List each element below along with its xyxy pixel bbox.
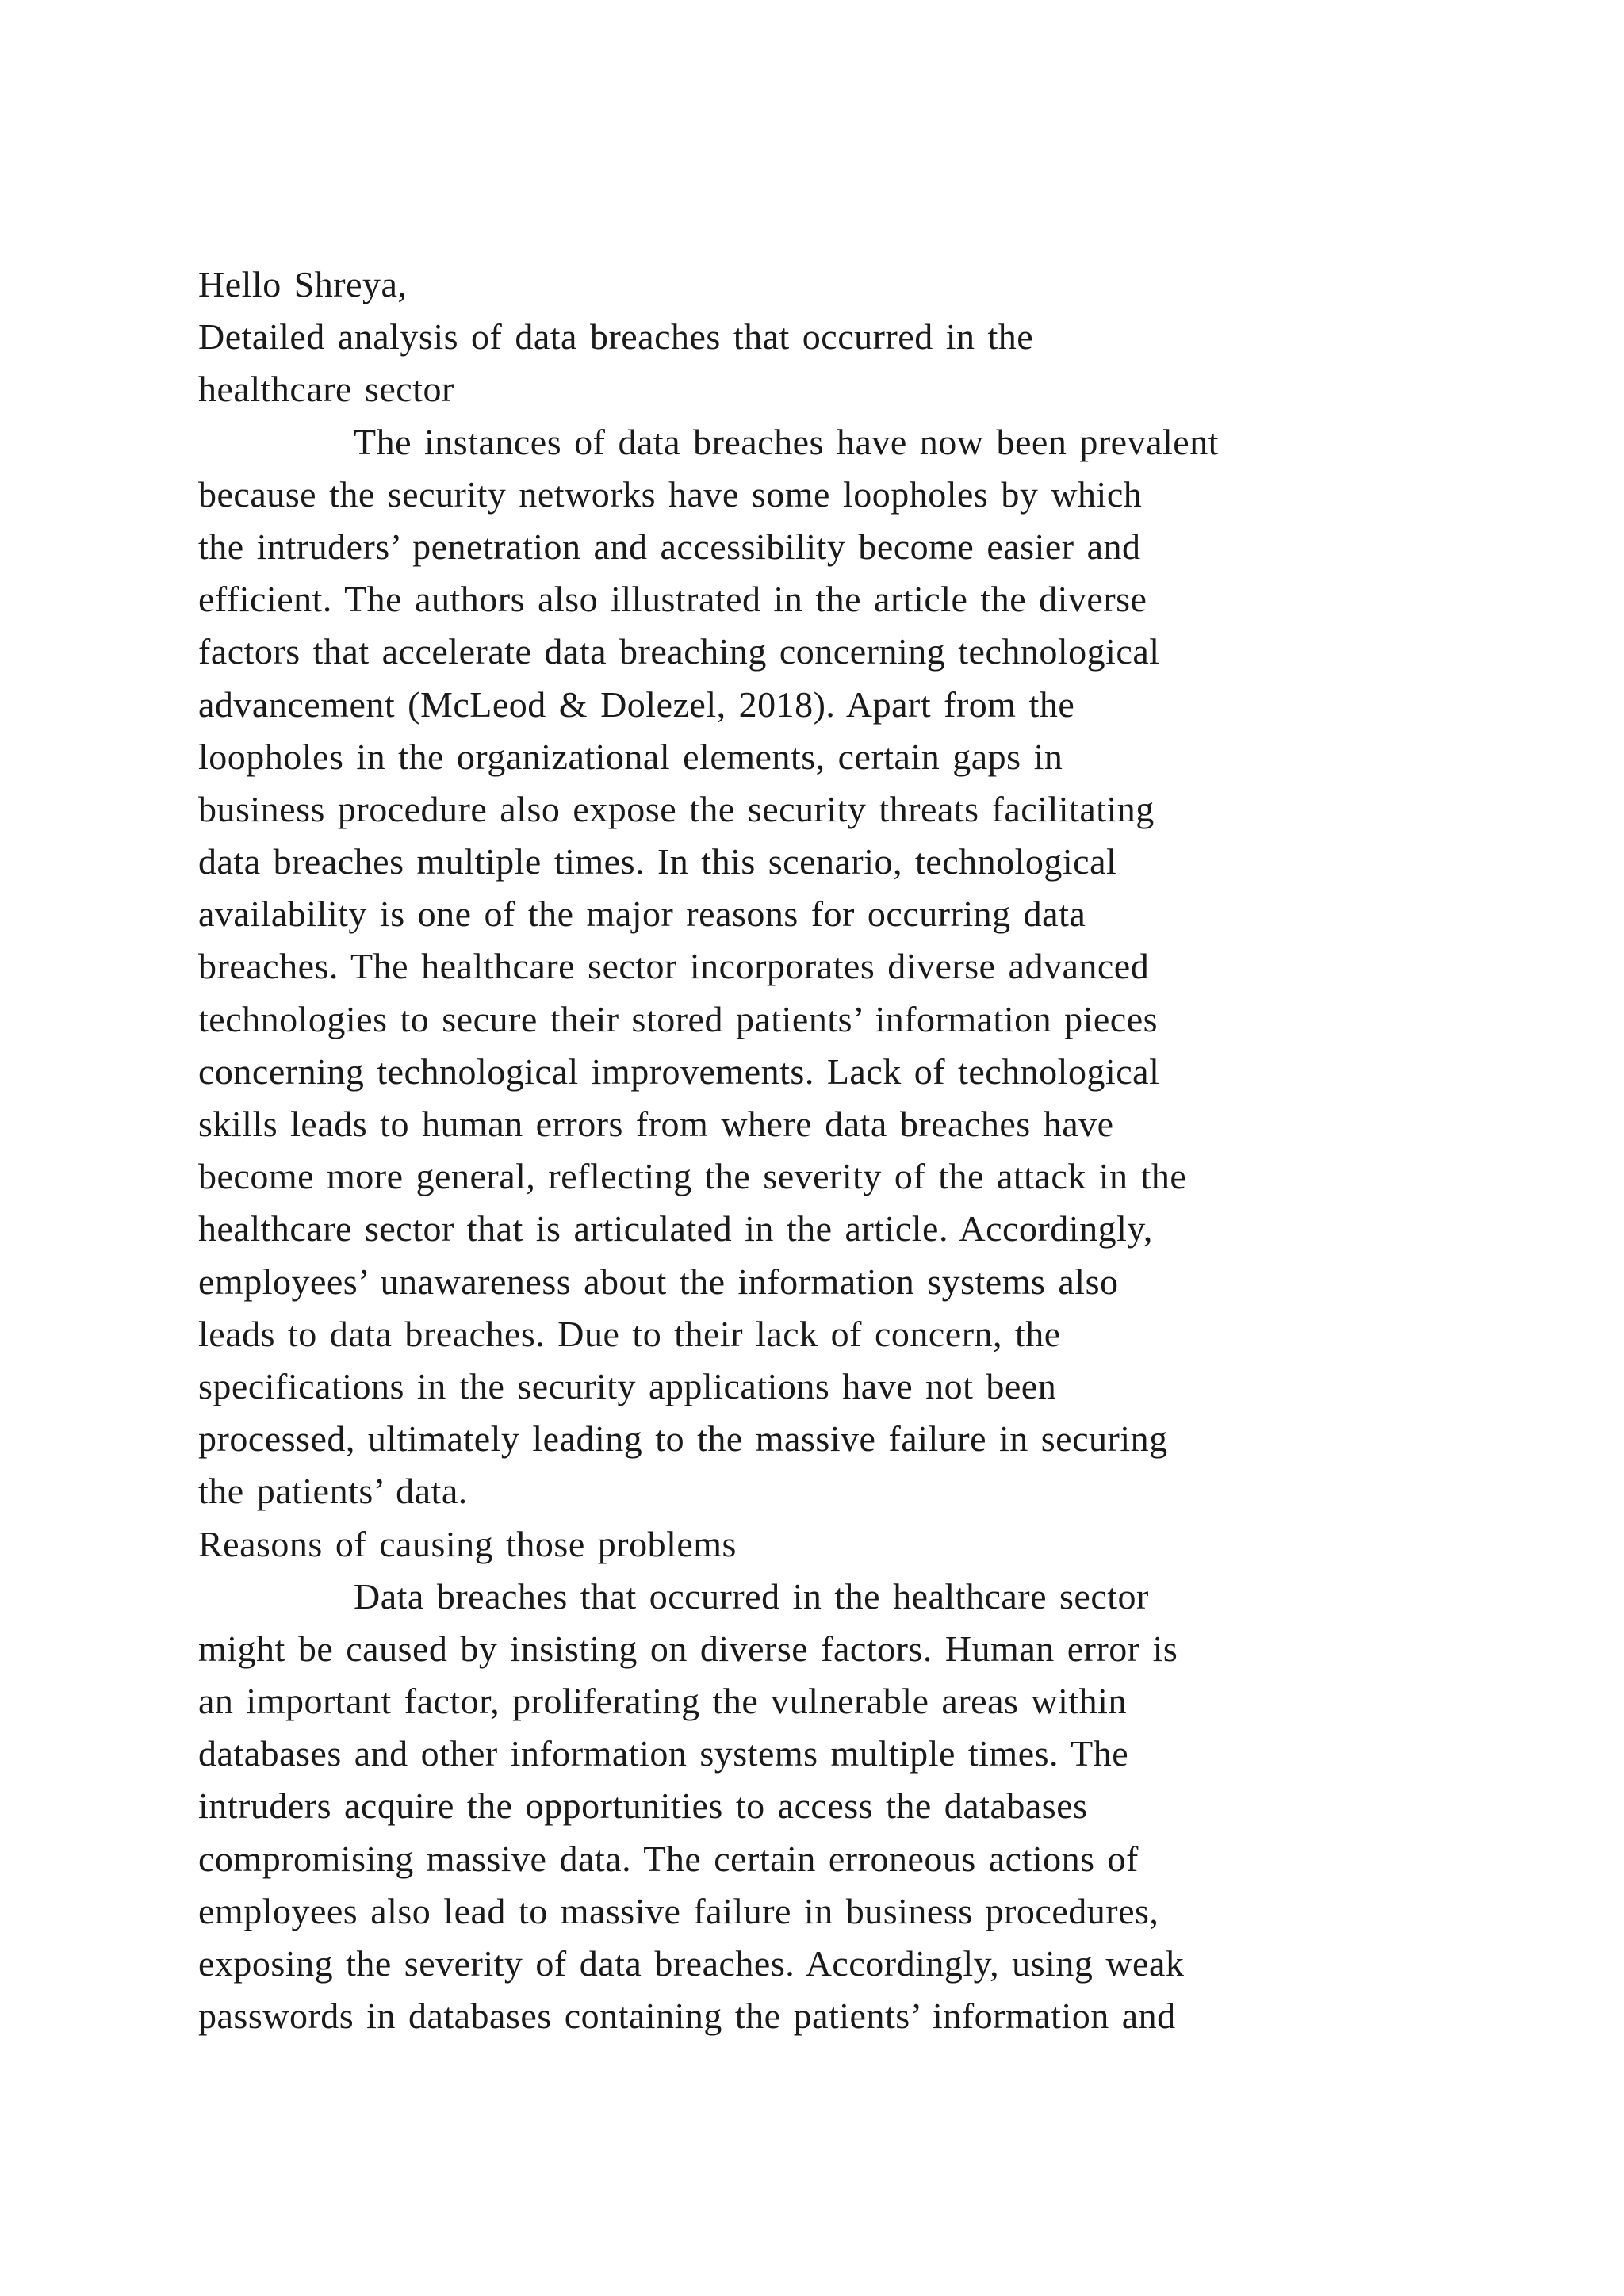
paragraph-line: employees’ unawareness about the information systems also xyxy=(198,1261,1119,1302)
paragraph-line: concerning technological improvements. Lack of technological xyxy=(198,1050,1160,1092)
paragraph-line: compromising massive data. The certain erroneous actions of xyxy=(198,1838,1139,1879)
paragraph-line: might be caused by insisting on diverse factors. Human error is xyxy=(198,1628,1178,1669)
paragraph-line: become more general, reflecting the severity of the attack in the xyxy=(198,1156,1187,1197)
paragraph-line: loopholes in the organizational elements, certain gaps in xyxy=(198,736,1063,777)
paragraph-line: factors that accelerate data breaching concerning technological xyxy=(198,631,1160,672)
paragraph-line: the patients’ data. xyxy=(198,1471,468,1512)
paragraph-line: business procedure also expose the security threats facilitating xyxy=(198,788,1155,829)
greeting: Hello Shreya, xyxy=(198,264,408,304)
paragraph-line: skills leads to human errors from where data breaches have xyxy=(198,1104,1114,1144)
section-heading-analysis-line-1: Detailed analysis of data breaches that occurred in the xyxy=(198,316,1034,358)
paragraph-line: the intruders’ penetration and accessibility become easier and xyxy=(198,526,1141,567)
paragraph-line: healthcare sector that is articulated in the article. Accordingly, xyxy=(198,1208,1153,1249)
paragraph-line: specifications in the security applications have not been xyxy=(198,1365,1057,1406)
paragraph-line: breaches. The healthcare sector incorporates diverse advanced xyxy=(198,946,1150,987)
document-body xyxy=(198,258,1467,2042)
paragraph-line: data breaches multiple times. In this scenario, technological xyxy=(198,841,1117,882)
paragraph-line: an important factor, proliferating the vulnerable areas within xyxy=(198,1681,1127,1722)
paragraph-line: because the security networks have some loopholes by which xyxy=(198,473,1143,515)
paragraph-line: efficient. The authors also illustrated in the article the diverse xyxy=(198,579,1147,620)
paragraph-line: employees also lead to massive failure in business procedures, xyxy=(198,1890,1159,1931)
section-heading-reasons: Reasons of causing those problems xyxy=(198,1523,737,1564)
paragraph-line: intruders acquire the opportunities to access the databases xyxy=(198,1785,1088,1827)
paragraph-line: The instances of data breaches have now been prevalent xyxy=(354,421,1219,462)
paragraph-line: processed, ultimately leading to the massive failure in securing xyxy=(198,1418,1168,1460)
paragraph-reasons xyxy=(198,1571,1467,2043)
paragraph-line: technologies to secure their stored patients’ information pieces xyxy=(198,998,1159,1039)
paragraph-line: exposing the severity of data breaches. Accordingly, using weak xyxy=(198,1943,1185,1984)
paragraph-line: databases and other information systems multiple times. The xyxy=(198,1733,1129,1774)
paragraph-line: availability is one of the major reasons for occurring data xyxy=(198,894,1086,935)
paragraph-line: leads to data breaches. Due to their lack of concern, the xyxy=(198,1313,1061,1354)
paragraph-line: Data breaches that occurred in the healthcare sector xyxy=(354,1575,1149,1617)
paragraph-analysis xyxy=(198,416,1467,1518)
paragraph-line: passwords in databases containing the patients’ information and xyxy=(198,1996,1176,2037)
section-heading-analysis-line-2: healthcare sector xyxy=(198,369,454,410)
paragraph-line: advancement (McLeod & Dolezel, 2018). Apart from the xyxy=(198,683,1075,725)
